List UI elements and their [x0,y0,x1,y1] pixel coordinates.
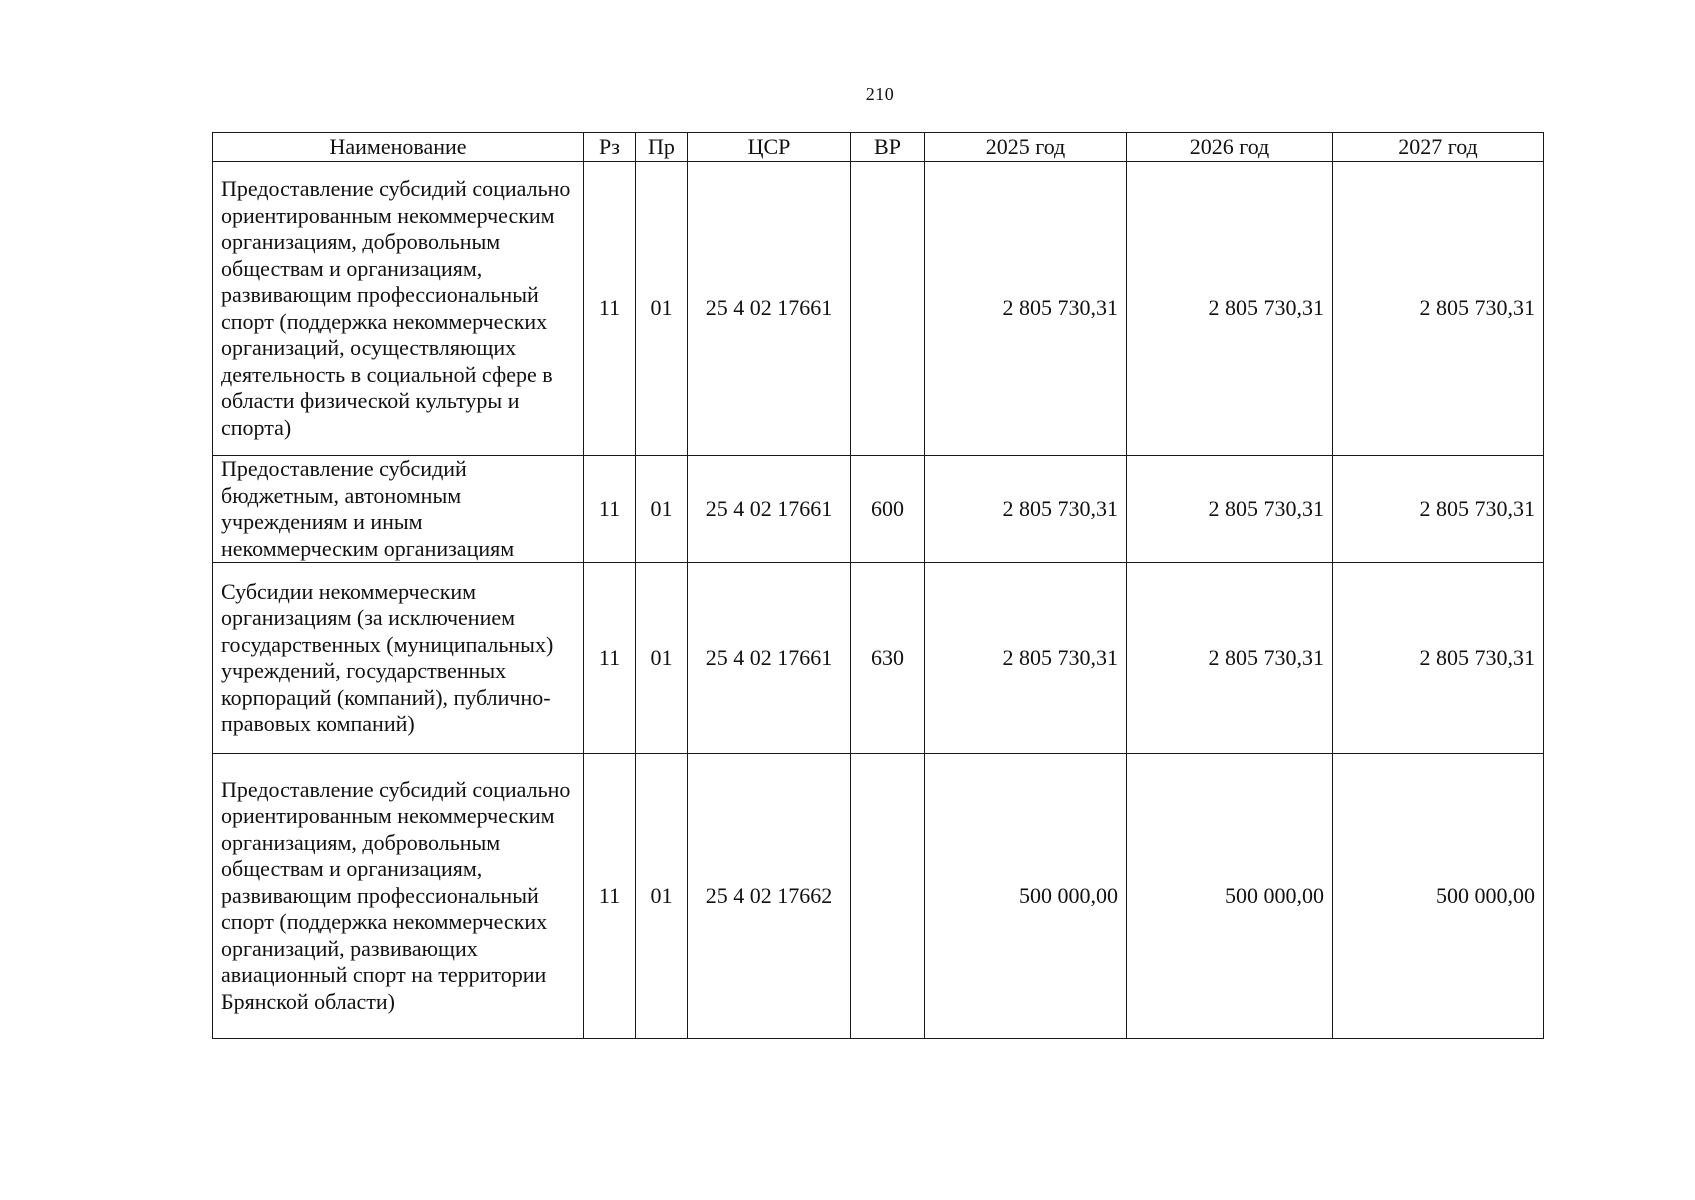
cell-name: Предоставление субсидий социально ориентированным некоммерческим организациям, добровольным обществам и организациям, развивающим профессиональный спорт (поддержка некоммерческих организаций, осуществляющих деятельность в социальной сфере в области физической культуры и спорта) [213,162,584,456]
cell-2026: 500 000,00 [1127,754,1333,1039]
cell-pr: 01 [636,754,688,1039]
cell-name: Предоставление субсидий социально ориентированным некоммерческим организациям, добровольным обществам и организациям, развивающим профессиональный спорт (поддержка некоммерческих организаций, развивающих авиационный спорт на территории Брянской области) [213,754,584,1039]
table-row [213,563,1544,754]
header-2026: 2026 год [1127,133,1333,162]
header-name: Наименование [213,133,584,162]
cell-2026: 2 805 730,31 [1127,162,1333,456]
cell-vr [851,162,925,456]
budget-table [212,132,1544,1039]
cell-csr: 25 4 02 17661 [688,456,851,563]
cell-name: Субсидии некоммерческим организациям (за исключением государственных (муниципальных) учреждений, государственных корпораций (компаний), публично-правовых компаний) [213,563,584,754]
cell-csr: 25 4 02 17661 [688,563,851,754]
cell-rz: 11 [584,754,636,1039]
cell-2025: 500 000,00 [925,754,1127,1039]
cell-2027: 500 000,00 [1333,754,1544,1039]
cell-vr: 630 [851,563,925,754]
cell-pr: 01 [636,162,688,456]
header-vr: ВР [851,133,925,162]
header-2027: 2027 год [1333,133,1544,162]
cell-2027: 2 805 730,31 [1333,563,1544,754]
cell-csr: 25 4 02 17662 [688,754,851,1039]
cell-rz: 11 [584,162,636,456]
cell-rz: 11 [584,456,636,563]
header-rz: Рз [584,133,636,162]
page-number: 210 [865,84,895,104]
cell-pr: 01 [636,563,688,754]
cell-vr: 600 [851,456,925,563]
cell-vr [851,754,925,1039]
cell-csr: 25 4 02 17661 [688,162,851,456]
cell-2025: 2 805 730,31 [925,456,1127,563]
cell-2027: 2 805 730,31 [1333,456,1544,563]
cell-2026: 2 805 730,31 [1127,563,1333,754]
cell-2027: 2 805 730,31 [1333,162,1544,456]
cell-name: Предоставление субсидий бюджетным, автономным учреждениям и иным некоммерческим организациям [213,456,584,563]
cell-2025: 2 805 730,31 [925,563,1127,754]
header-csr: ЦСР [688,133,851,162]
table-header-row [213,133,1544,162]
header-pr: Пр [636,133,688,162]
table-row [213,754,1544,1039]
cell-pr: 01 [636,456,688,563]
header-2025: 2025 год [925,133,1127,162]
table-row [213,162,1544,456]
cell-2025: 2 805 730,31 [925,162,1127,456]
cell-2026: 2 805 730,31 [1127,456,1333,563]
table-row [213,456,1544,563]
cell-rz: 11 [584,563,636,754]
